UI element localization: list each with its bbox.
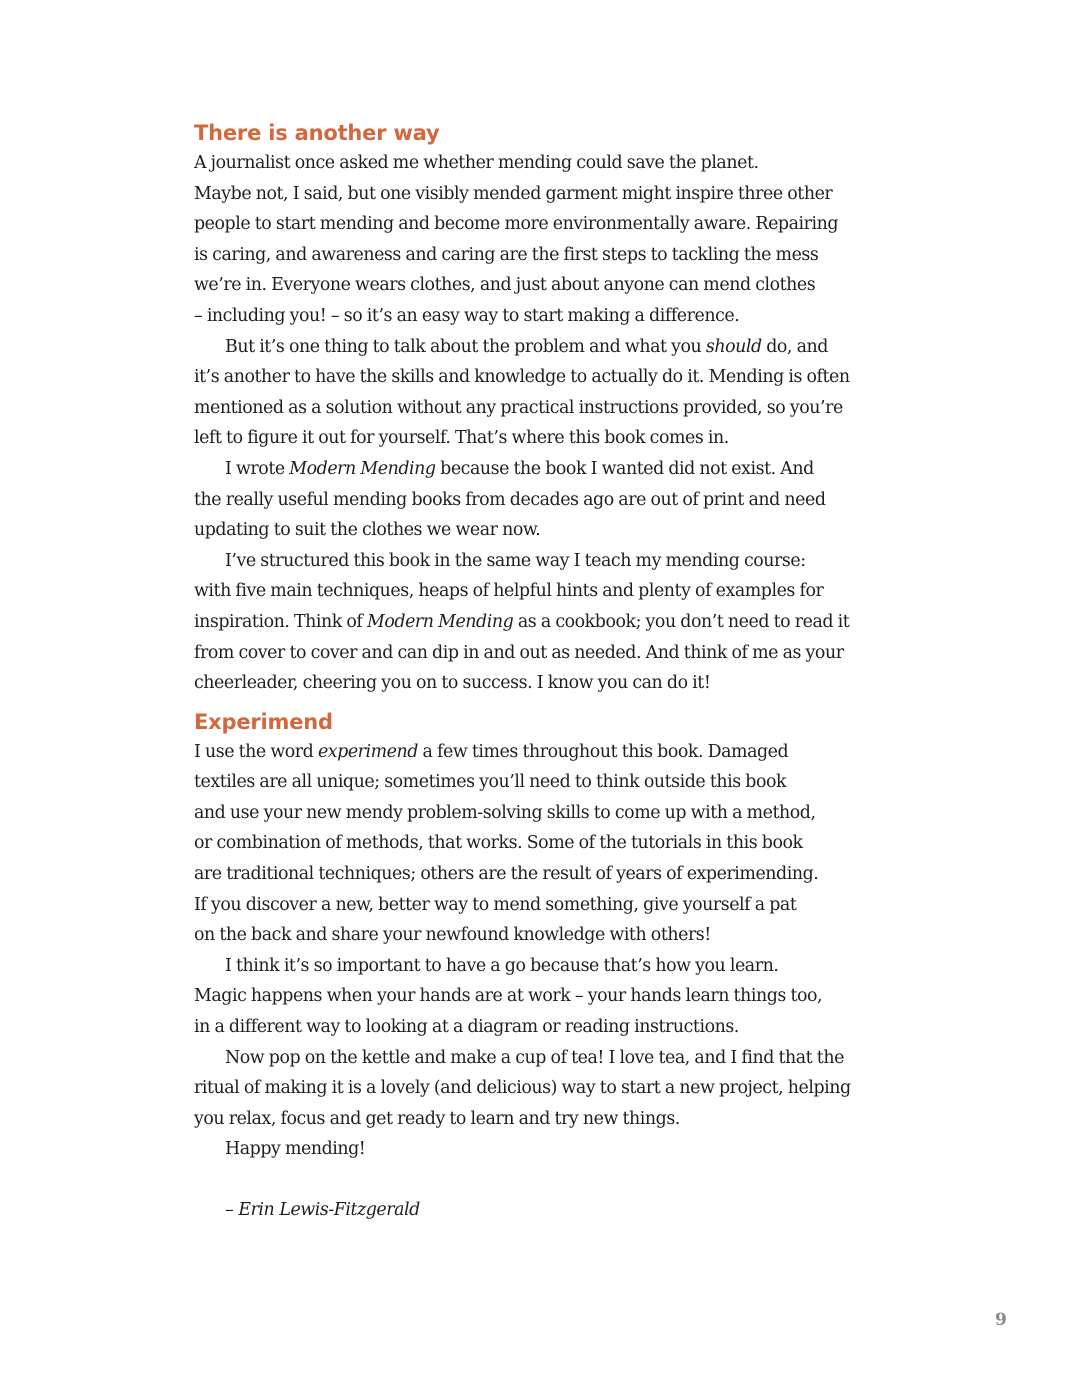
text-line: the really useful mending books from decades ago are out of print and need — [194, 489, 826, 510]
text-line — [194, 607, 934, 638]
text-line: from cover to cover and can dip in and out as needed. And think of me as your — [194, 642, 844, 663]
paragraph — [194, 148, 934, 332]
paragraph — [194, 1134, 934, 1165]
text-line: cheerleader, cheering you on to success. I know you can do it! — [194, 673, 711, 694]
paragraph — [194, 546, 934, 699]
text-line: or combination of methods, that works. Some of the tutorials in this book — [194, 833, 803, 854]
text-line: left to figure it out for yourself. That’s where this book comes in. — [194, 428, 729, 449]
text-line: Maybe not, I said, but one visibly mended garment might inspire three other — [194, 183, 833, 204]
text-line: we’re in. Everyone wears clothes, and just about anyone can mend clothes — [194, 275, 816, 296]
text-line: mentioned as a solution without any practical instructions provided, so you’re — [194, 397, 843, 418]
paragraph — [194, 454, 934, 546]
text-line — [194, 454, 934, 485]
text-line: ritual of making it is a lovely (and delicious) way to start a new project, helping — [194, 1078, 851, 1099]
paragraph — [194, 951, 934, 1043]
author-signature: – Erin Lewis-Fitzgerald — [225, 1200, 420, 1220]
text-line: on the back and share your newfound knowledge with others! — [194, 925, 711, 946]
text-line: people to start mending and become more environmentally aware. Repairing — [194, 214, 839, 235]
text-line: If you discover a new, better way to mend something, give yourself a pat — [194, 894, 797, 915]
text-line: Now pop on the kettle and make a cup of tea! I love tea, and I find that the — [225, 1047, 844, 1068]
paragraph — [194, 737, 934, 951]
text-line: Happy mending! — [225, 1139, 366, 1160]
text-line: in a different way to looking at a diagram or reading instructions. — [194, 1017, 739, 1038]
text-line: – including you! – so it’s an easy way to start making a difference. — [194, 305, 740, 326]
text-line — [194, 737, 934, 768]
text-line: are traditional techniques; others are the result of years of experimending. — [194, 864, 819, 885]
paragraph — [194, 1043, 934, 1135]
text-run: because the book I wanted did not exist. And — [435, 458, 814, 479]
emphasis-should: should — [705, 336, 762, 357]
paragraph — [194, 332, 934, 454]
text-run: I use the word — [194, 741, 318, 762]
text-line: with five main techniques, heaps of helpful hints and plenty of examples for — [194, 581, 824, 602]
book-title: Modern Mending — [289, 458, 436, 479]
text-line: is caring, and awareness and caring are the first steps to tackling the mess — [194, 244, 819, 265]
text-line: Magic happens when your hands are at work – your hands learn things too, — [194, 986, 823, 1007]
page-content — [194, 118, 934, 1225]
section-heading-another-way: There is another way — [194, 121, 440, 145]
text-line: I’ve structured this book in the same way I teach my mending course: — [225, 550, 806, 571]
text-run: as a cookbook; you don’t need to read it — [513, 611, 850, 632]
text-line: textiles are all unique; sometimes you’ll need to think outside this book — [194, 772, 787, 793]
text-run: do, and — [761, 336, 828, 357]
page-number: 9 — [995, 1310, 1007, 1330]
text-line: A journalist once asked me whether mending could save the planet. — [194, 153, 759, 173]
text-run: inspiration. Think of — [194, 611, 368, 632]
emphasis-experimend: experimend — [317, 741, 418, 762]
text-line — [194, 332, 934, 363]
text-line: updating to suit the clothes we wear now. — [194, 520, 541, 541]
text-run: But it’s one thing to talk about the problem and what you — [225, 336, 706, 357]
text-line: it’s another to have the skills and knowledge to actually do it. Mending is often — [194, 367, 850, 388]
text-line: and use your new mendy problem-solving skills to come up with a method, — [194, 802, 816, 823]
book-title: Modern Mending — [367, 611, 514, 632]
section-heading-experimend: Experimend — [194, 709, 333, 734]
text-line: I think it’s so important to have a go because that’s how you learn. — [225, 955, 779, 976]
text-line: you relax, focus and get ready to learn and try new things. — [194, 1108, 680, 1129]
text-run: a few times throughout this book. Damaged — [417, 741, 789, 762]
text-run: I wrote — [225, 458, 290, 479]
